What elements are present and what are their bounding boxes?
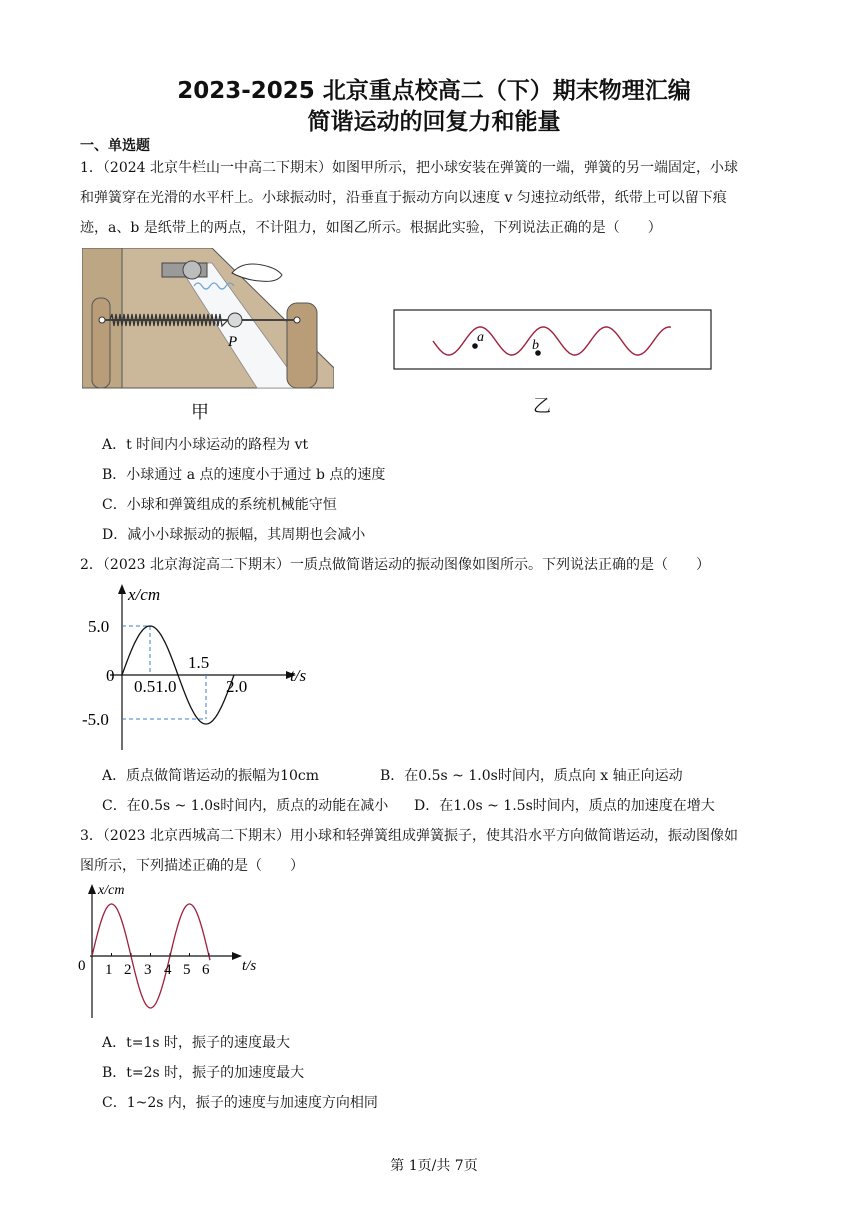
q2-xtick-20: 2.0: [226, 677, 248, 696]
q2-xlabel: t/s: [290, 666, 307, 685]
section-heading: 一、单选题: [80, 138, 150, 154]
document-title-line1: 2023-2025 北京重点校高二（下）期末物理汇编: [177, 78, 691, 104]
q1-stem-line2: 和弹簧穿在光滑的水平杆上。小球振动时，沿垂直于振动方向以速度 v 匀速拉动纸带，纸带上可以留下痕: [80, 190, 727, 206]
q3-xtick-5: 5: [183, 962, 191, 978]
q1-option-a: A．t 时间内小球运动的路程为 vt: [102, 437, 309, 453]
q1-option-d: D．减小小球振动的振幅，其周期也会减小: [102, 527, 366, 543]
q3-ylabel: x/cm: [98, 883, 125, 898]
q3-option-a: A．t=1s 时，振子的速度最大: [102, 1035, 291, 1051]
q2-ytick-zero: 0: [106, 666, 115, 685]
q2-option-c: C．在0.5s ~ 1.0s时间内，质点的动能在减小: [102, 798, 389, 814]
q2-option-b: B．在0.5s ~ 1.0s时间内，质点向 x 轴正向运动: [380, 768, 683, 784]
q3-xlabel: t/s: [242, 958, 257, 974]
q2-vibration-graph: [80, 580, 320, 755]
q3-xtick-3: 3: [144, 962, 152, 978]
figure-jia-caption: 甲: [191, 402, 209, 423]
q2-option-d: D．在1.0s ~ 1.5s时间内，质点的加速度在增大: [414, 798, 715, 814]
q3-origin: 0: [78, 958, 86, 974]
label-b: b: [532, 338, 539, 353]
q1-stem-line3: 迹，a、b 是纸带上的两点，不计阻力，如图乙所示。根据此实验，下列说法正确的是（ ）: [80, 220, 662, 236]
q2-xtick-05-10: 0.51.0: [134, 677, 177, 696]
label-a: a: [477, 330, 484, 345]
q2-option-a: A．质点做简谐运动的振幅为10cm: [102, 768, 320, 784]
q3-xtick-6: 6: [202, 962, 210, 978]
q2-ytick-neg: -5.0: [82, 710, 109, 729]
label-P: P: [228, 334, 238, 350]
page-footer: 第 1页/共 7页: [390, 1158, 478, 1174]
figure-yi-tape: [393, 309, 713, 371]
q1-stem-line1: 1．（2024 北京牛栏山一中高二下期末）如图甲所示，把小球安装在弹簧的一端，弹簧的另一端固定，小球: [80, 160, 738, 176]
q2-ytick-pos: 5.0: [88, 617, 110, 636]
q3-vibration-graph: [76, 880, 266, 1020]
q1-option-c: C．小球和弹簧组成的系统机械能守恒: [102, 497, 337, 513]
document-title-line2: 简谐运动的回复力和能量: [307, 109, 561, 135]
q3-option-c: C．1~2s 内，振子的速度与加速度方向相同: [102, 1095, 378, 1111]
q2-stem: 2．（2023 北京海淀高二下期末）一质点做简谐运动的振动图像如图所示。下列说法正确的是（ ）: [80, 557, 710, 573]
figure-jia-apparatus: [82, 248, 334, 393]
figure-yi-caption: 乙: [533, 396, 551, 417]
q1-option-b: B．小球通过 a 点的速度小于通过 b 点的速度: [102, 467, 386, 483]
q3-stem-line1: 3．（2023 北京西城高二下期末）用小球和轻弹簧组成弹簧振子，使其沿水平方向做简谐运动，振动图像如: [80, 828, 738, 844]
q3-xtick-2: 2: [124, 962, 132, 978]
q2-xtick-15: 1.5: [188, 653, 210, 672]
q3-xtick-1: 1: [105, 962, 113, 978]
q3-stem-line2: 图所示，下列描述正确的是（ ）: [80, 858, 304, 874]
q3-option-b: B．t=2s 时，振子的加速度最大: [102, 1065, 305, 1081]
q3-xtick-4: 4: [164, 962, 172, 978]
q2-ylabel: x/cm: [128, 585, 161, 604]
